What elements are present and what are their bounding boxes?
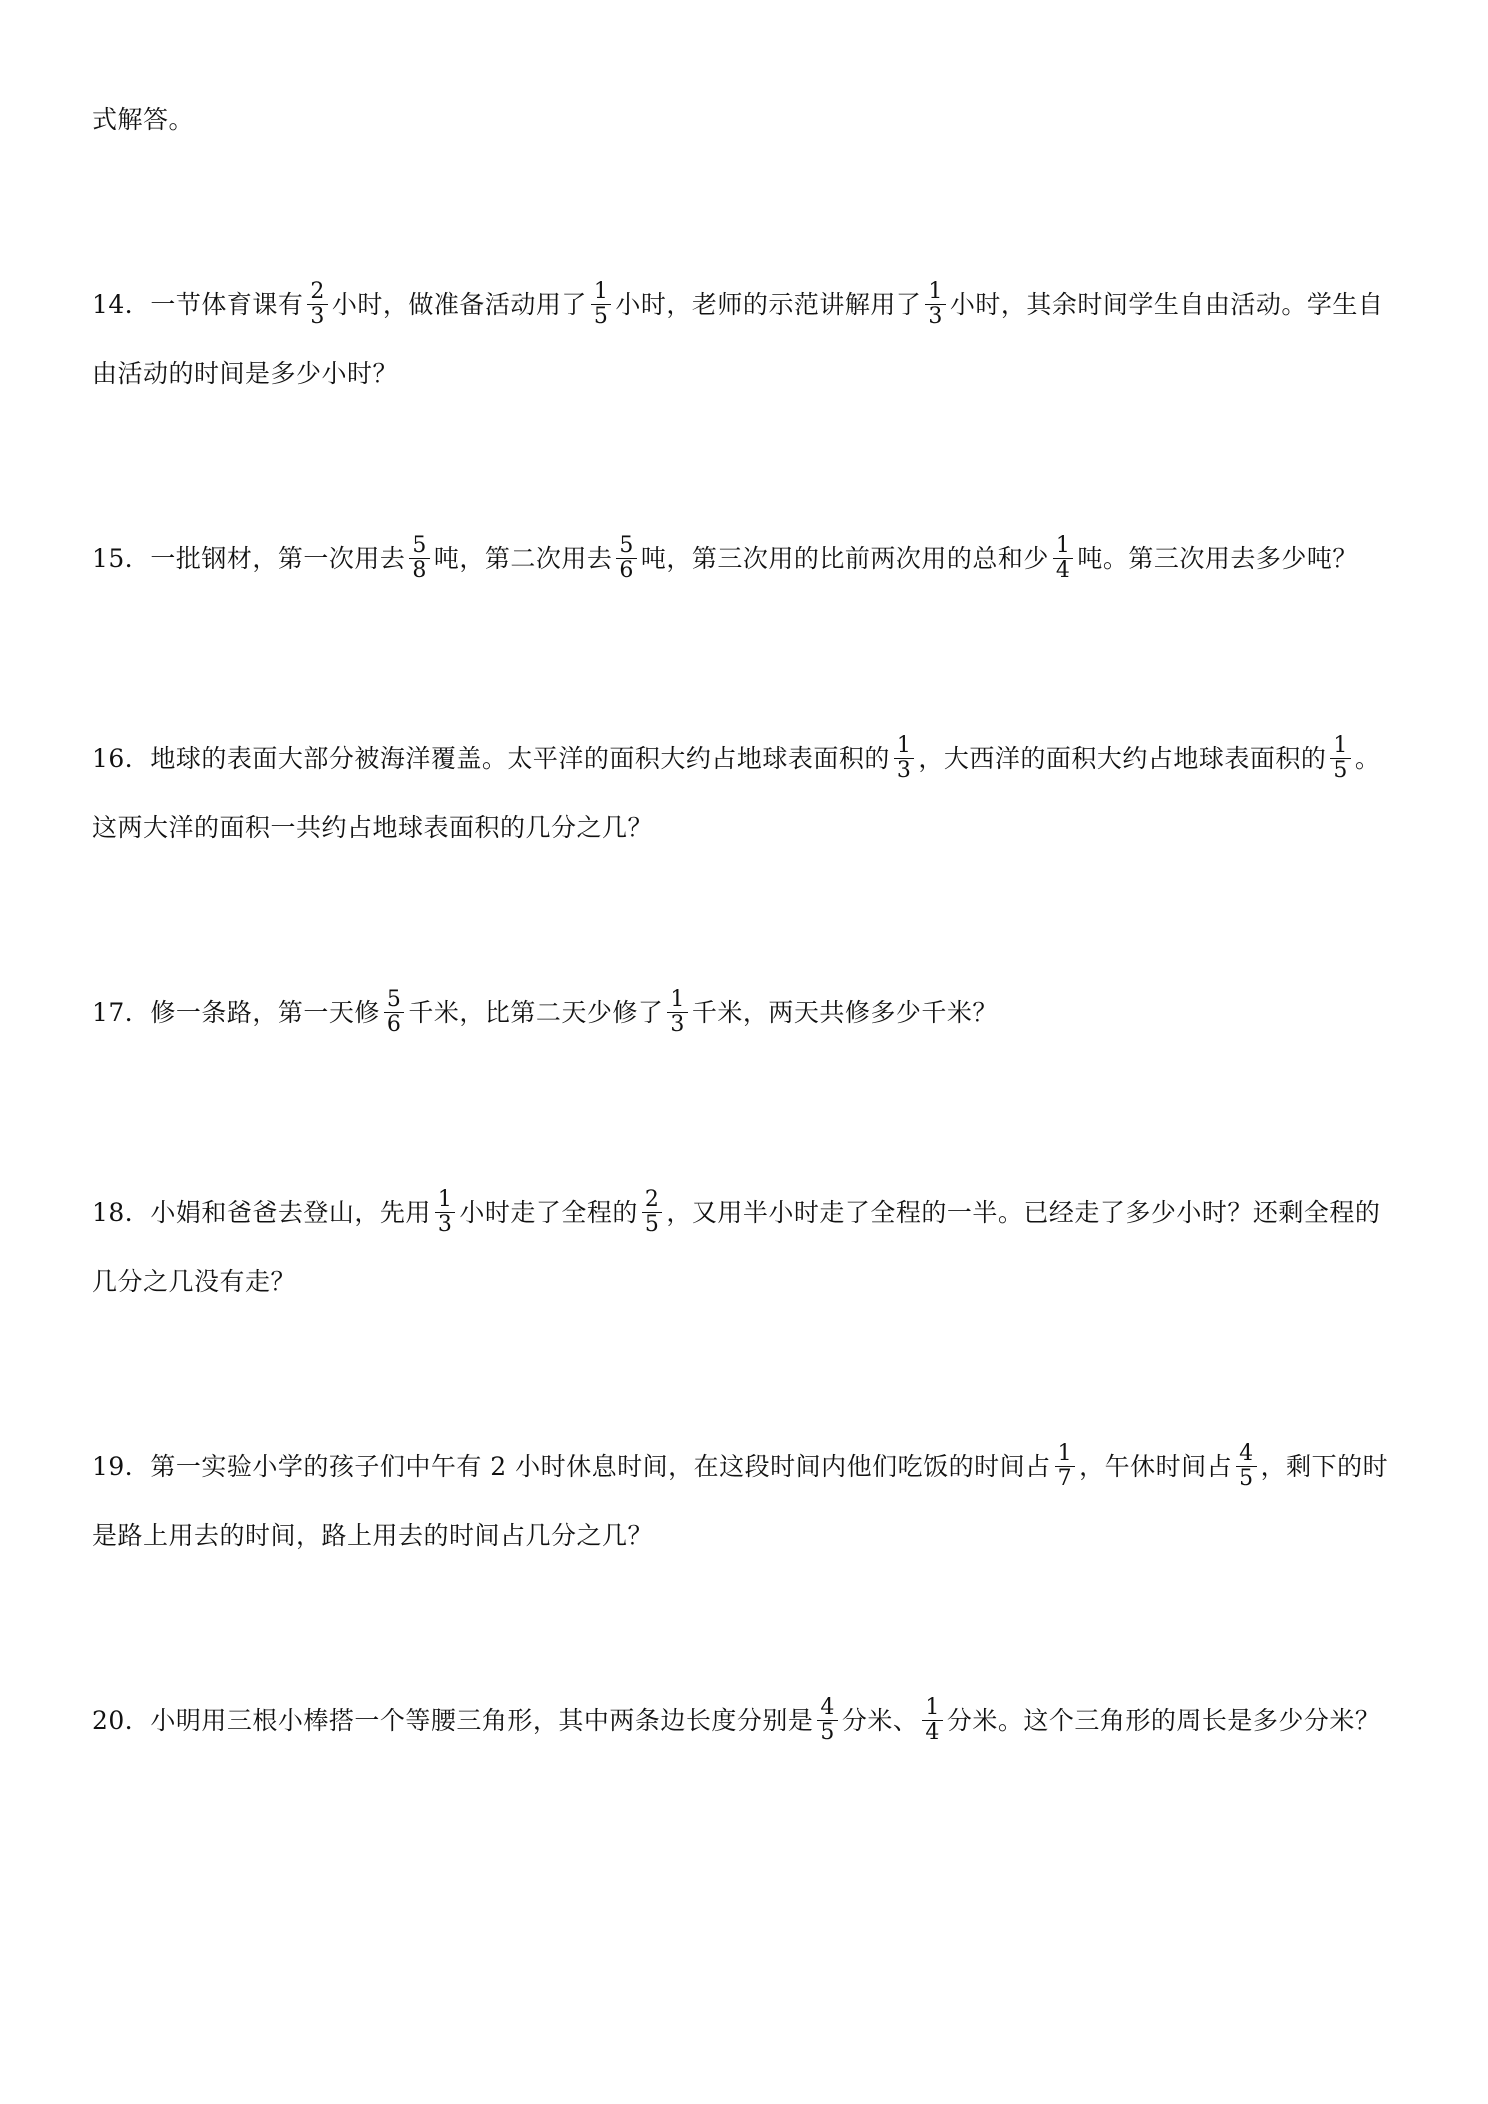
fraction-numerator: 1: [1053, 534, 1074, 559]
fraction: [1330, 734, 1351, 783]
fraction-numerator: 5: [616, 534, 637, 559]
problem-number: 17．: [92, 998, 151, 1027]
fraction: [409, 534, 430, 583]
fraction-numerator: 2: [642, 1188, 663, 1213]
problem-text: 。: [1354, 744, 1381, 773]
problem-text: 千米，两天共修多少千米？: [691, 998, 998, 1027]
fraction-numerator: 2: [307, 280, 328, 305]
fraction-denominator: 5: [1239, 1466, 1254, 1491]
problem-text: 小娟和爸爸去登山，先用: [150, 1198, 431, 1227]
fraction: [384, 988, 405, 1037]
fraction-denominator: 4: [1055, 558, 1071, 583]
fraction: [591, 280, 612, 329]
problem-number: 16．: [92, 744, 151, 773]
fraction: [616, 534, 637, 583]
problem-text: ，大西洋的面积大约占地球表面积的: [918, 744, 1327, 773]
fraction-denominator: 5: [1333, 758, 1348, 783]
problem-text: 一节体育课有: [150, 290, 304, 319]
problem-20-line-1: [92, 1695, 1381, 1747]
fraction-denominator: 7: [1057, 1466, 1073, 1491]
fraction-numerator: 1: [922, 1696, 943, 1721]
fraction-denominator: 5: [820, 1720, 835, 1745]
fraction-denominator: 3: [928, 304, 943, 329]
problem-text: ，午休时间占: [1079, 1452, 1233, 1481]
fraction: [894, 734, 915, 783]
fraction-denominator: 3: [437, 1212, 453, 1237]
fraction-numerator: 1: [894, 734, 915, 759]
fraction: [1053, 534, 1074, 583]
problem-text: 小明用三根小棒搭一个等腰三角形，其中两条边长度分别是: [150, 1706, 814, 1735]
fraction-numerator: 1: [1330, 734, 1351, 759]
fraction-numerator: 1: [667, 988, 688, 1013]
fraction-denominator: 6: [619, 558, 634, 583]
problem-number: 20．: [92, 1706, 151, 1735]
problem-14-line-1: [92, 279, 1384, 331]
fraction-numerator: 5: [384, 988, 405, 1013]
fraction: [435, 1188, 456, 1237]
problem-text: 小时，其余时间学生自由活动。学生自: [949, 290, 1384, 319]
fraction-numerator: 1: [435, 1188, 456, 1213]
problem-16-line-2: 这两大洋的面积一共约占地球表面积的几分之几？: [92, 813, 654, 842]
problem-text: 第一实验小学的孩子们中午有 2 小时休息时间，在这段时间内他们吃饭的时间占: [150, 1452, 1051, 1481]
intro-tail-text: 式解答。: [92, 105, 195, 134]
fraction-numerator: 1: [1055, 1442, 1076, 1467]
problem-text: 吨，第二次用去: [433, 544, 613, 573]
fraction: [1055, 1442, 1076, 1491]
fraction: [307, 280, 328, 329]
fraction: [817, 1696, 838, 1745]
fraction: [1236, 1442, 1257, 1491]
fraction: [667, 988, 688, 1037]
fraction-numerator: 1: [925, 280, 946, 305]
problem-17-line-1: [92, 987, 998, 1039]
fraction: [642, 1188, 663, 1237]
problem-text: 小时走了全程的: [459, 1198, 638, 1227]
problem-number: 19．: [92, 1452, 151, 1481]
fraction-numerator: 4: [817, 1696, 838, 1721]
fraction-denominator: 3: [896, 758, 912, 783]
problem-text: 吨，第三次用的比前两次用的总和少: [640, 544, 1049, 573]
problem-text: 地球的表面大部分被海洋覆盖。太平洋的面积大约占地球表面积的: [150, 744, 890, 773]
fraction-denominator: 8: [412, 558, 427, 583]
problem-18-line-2: 几分之几没有走？: [92, 1267, 297, 1296]
problem-text: ，又用半小时走了全程的一半。已经走了多少小时？还剩全程的: [666, 1198, 1381, 1227]
problem-text: 小时，老师的示范讲解用了: [615, 290, 922, 319]
problem-19-line-1: [92, 1441, 1389, 1493]
fraction-numerator: 1: [591, 280, 612, 305]
problem-text: 小时，做准备活动用了: [331, 290, 587, 319]
fraction: [922, 1696, 943, 1745]
fraction-denominator: 5: [644, 1212, 660, 1237]
fraction-numerator: 4: [1236, 1442, 1257, 1467]
problem-text: ，剩下的时: [1260, 1452, 1389, 1481]
problem-text: 修一条路，第一天修: [150, 998, 380, 1027]
problem-number: 15．: [92, 544, 151, 573]
problem-14-line-2: 由活动的时间是多少小时？: [92, 359, 399, 388]
problem-text: 分米、: [841, 1706, 919, 1735]
problem-text: 分米。这个三角形的周长是多少分米？: [946, 1706, 1381, 1735]
problem-number: 18．: [92, 1198, 151, 1227]
problem-text: 千米，比第二天少修了: [408, 998, 664, 1027]
problem-19-line-2: 是路上用去的时间，路上用去的时间占几分之几？: [92, 1521, 654, 1550]
fraction-denominator: 4: [925, 1720, 940, 1745]
problem-text: 一批钢材，第一次用去: [150, 544, 406, 573]
problem-number: 14．: [92, 290, 151, 319]
problem-text: 吨。第三次用去多少吨？: [1077, 544, 1358, 573]
fraction-denominator: 5: [593, 304, 609, 329]
fraction-denominator: 6: [386, 1012, 402, 1037]
problem-16-line-1: [92, 733, 1381, 785]
problem-15-line-1: [92, 533, 1358, 585]
problem-18-line-1: [92, 1187, 1381, 1239]
fraction-numerator: 5: [409, 534, 430, 559]
fraction-denominator: 3: [670, 1012, 685, 1037]
fraction-denominator: 3: [310, 304, 325, 329]
fraction: [925, 280, 946, 329]
